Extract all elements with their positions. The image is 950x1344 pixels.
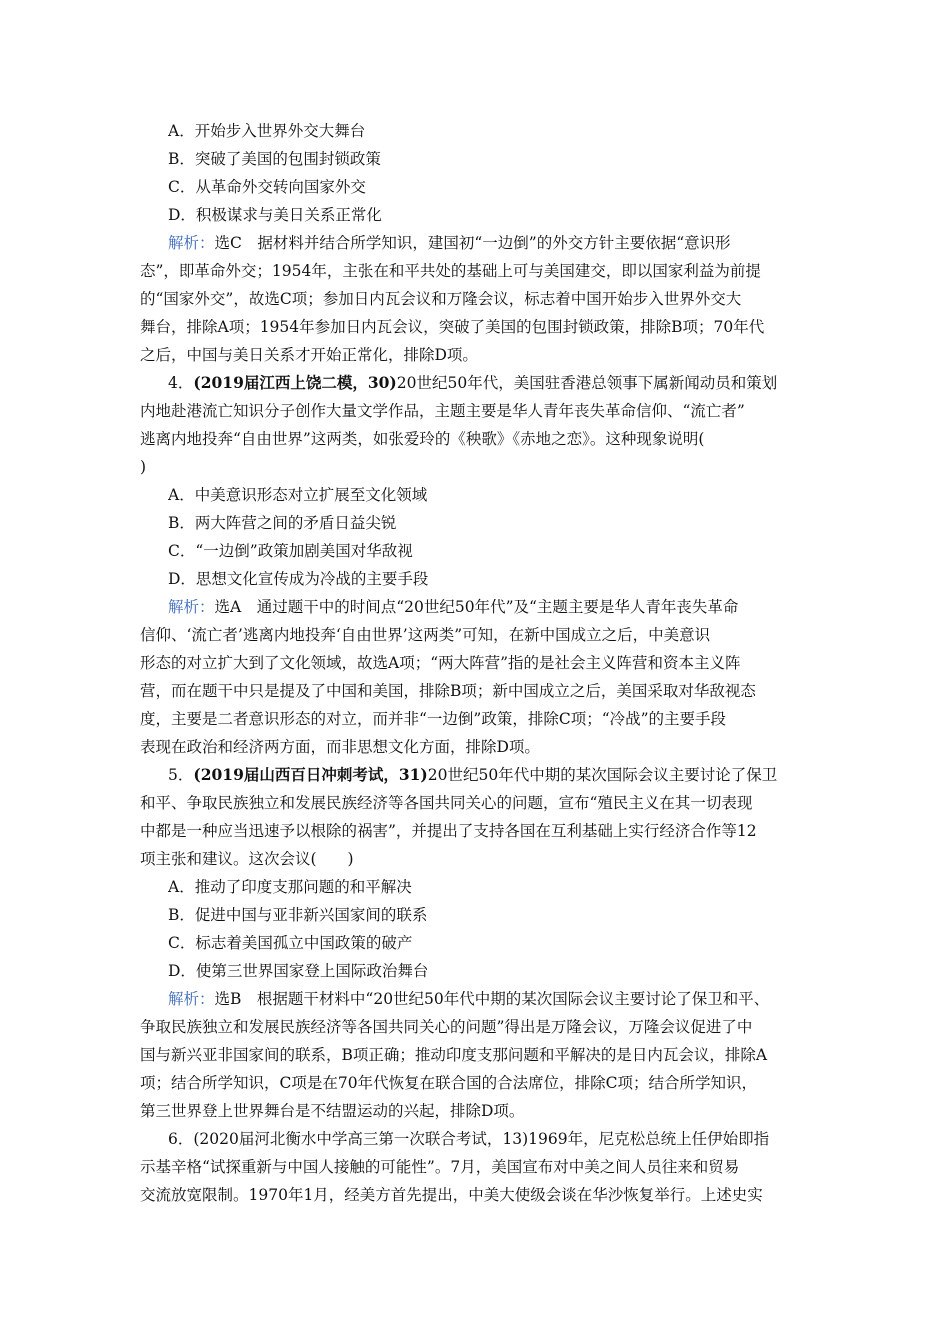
q3-analysis-line: 解析：选C 据材料并结合所学知识，建国初“一边倒”的外交方针主要依据“意识形	[168, 234, 731, 252]
q3-option-c: C．从革命外交转向国家外交	[168, 178, 366, 196]
analysis-label: 解析：	[168, 234, 215, 252]
q4-stem-line: 内地赴港流亡知识分子创作大量文学作品，主题主要是华人青年丧失革命信仰、“流亡者”	[140, 402, 745, 420]
q5-stem-line: 项主张和建议。这次会议( )	[140, 850, 354, 868]
q4-number: 4．	[168, 374, 194, 392]
q4-analysis-line: 形态的对立扩大到了文化领域，故选A项；“两大阵营”指的是社会主义阵营和资本主义阵	[140, 654, 741, 672]
q5-analysis-line: 项；结合所学知识，C项是在70年代恢复在联合国的合法席位，排除C项；结合所学知识，	[140, 1074, 757, 1092]
q6-stem-first-line: 6．(2020届河北衡水中学高三第一次联合考试，13)1969年，尼克松总统上任伊始即指	[168, 1130, 770, 1148]
q5-option-c: C．标志着美国孤立中国政策的破产	[168, 934, 413, 952]
analysis-label: 解析：	[168, 598, 215, 616]
q5-analysis-line: 解析：选B 根据题干材料中“20世纪50年代中期的某次国际会议主要讨论了保卫和平、	[168, 990, 770, 1008]
q4-option-b: B．两大阵营之间的矛盾日益尖锐	[168, 514, 397, 532]
q4-option-c: C．“一边倒”政策加剧美国对华敌视	[168, 542, 413, 560]
q4-option-a: A．中美意识形态对立扩展至文化领域	[168, 486, 428, 504]
q3-analysis-line: 的“国家外交”，故选C项；参加日内瓦会议和万隆会议，标志着中国开始步入世界外交大	[140, 290, 742, 308]
q4-option-d: D．思想文化宣传成为冷战的主要手段	[168, 570, 429, 588]
analysis-label: 解析：	[168, 990, 215, 1008]
q5-stem-line: 中都是一种应当迅速予以根除的祸害”，并提出了支持各国在互利基础上实行经济合作等12	[140, 822, 757, 840]
q5-source: (2019届山西百日冲刺考试，31)	[193, 765, 428, 784]
q4-stem-line: 逃离内地投奔“自由世界”这两类，如张爱玲的《秧歌》《赤地之恋》。这种现象说明(	[140, 430, 705, 448]
q3-analysis-line: 态”，即革命外交；1954年，主张在和平共处的基础上可与美国建交，即以国家利益为前提	[140, 262, 761, 280]
q3-option-b: B．突破了美国的包围封锁政策	[168, 150, 381, 168]
q5-option-b: B．促进中国与亚非新兴国家间的联系	[168, 906, 428, 924]
q3-option-a: A．开始步入世界外交大舞台	[168, 122, 366, 140]
q5-option-a: A．推动了印度支那问题的和平解决	[168, 878, 412, 896]
q3-analysis-line: 舞台，排除A项；1954年参加日内瓦会议，突破了美国的包围封锁政策，排除B项；70年代	[140, 318, 765, 336]
q6-stem-line: 交流放宽限制。1970年1月，经美方首先提出，中美大使级会谈在华沙恢复举行。上述史实	[140, 1186, 763, 1204]
q5-number: 5．	[168, 766, 194, 784]
q4-analysis-line: 度，主要是二者意识形态的对立，而并非“一边倒”政策，排除C项；“冷战”的主要手段	[140, 710, 727, 728]
q6-stem-line: 示基辛格“试探重新与中国人接触的可能性”。7月，美国宣布对中美之间人员往来和贸易	[140, 1158, 740, 1176]
q4-stem-line: )	[140, 458, 147, 476]
q5-analysis-line: 第三世界登上世界舞台是不结盟运动的兴起，排除D项。	[140, 1102, 525, 1120]
q4-source: (2019届江西上饶二模，30)	[193, 373, 397, 392]
q4-analysis-line: 解析：选A 通过题干中的时间点“20世纪50年代”及“主题主要是华人青年丧失革命	[168, 598, 739, 616]
q5-option-d: D．使第三世界国家登上国际政治舞台	[168, 962, 429, 980]
q3-option-d: D．积极谋求与美日关系正常化	[168, 206, 382, 224]
q5-stem-line: 和平、争取民族独立和发展民族经济等各国共同关心的问题，宣布“殖民主义在其一切表现	[140, 794, 753, 812]
q4-analysis-line: 营，而在题干中只是提及了中国和美国，排除B项；新中国成立之后，美国采取对华敌视态	[140, 682, 756, 700]
q4-analysis-line: 信仰、‘流亡者’逃离内地投奔‘自由世界’这两类”可知，在新中国成立之后，中美意识	[140, 626, 711, 644]
q5-analysis-line: 争取民族独立和发展民族经济等各国共同关心的问题”得出是万隆会议，万隆会议促进了中	[140, 1018, 753, 1036]
q3-analysis-line: 之后，中国与美日关系才开始正常化，排除D项。	[140, 346, 478, 364]
q4-analysis-line: 表现在政治和经济两方面，而非思想文化方面，排除D项。	[140, 738, 540, 756]
q5-analysis-line: 国与新兴亚非国家间的联系，B项正确；推动印度支那问题和平解决的是日内瓦会议，排除A	[140, 1046, 768, 1064]
q6-source: (2020届河北衡水中学高三第一次联合考试，13)	[193, 1130, 529, 1148]
q6-number: 6．	[168, 1130, 194, 1148]
q4-stem-first-line: 4．(2019届江西上饶二模，30)20世纪50年代，美国驻香港总领事下属新闻动员和策划	[168, 373, 778, 392]
q5-stem-first-line: 5．(2019届山西百日冲刺考试，31)20世纪50年代中期的某次国际会议主要讨论了保卫	[168, 765, 778, 784]
